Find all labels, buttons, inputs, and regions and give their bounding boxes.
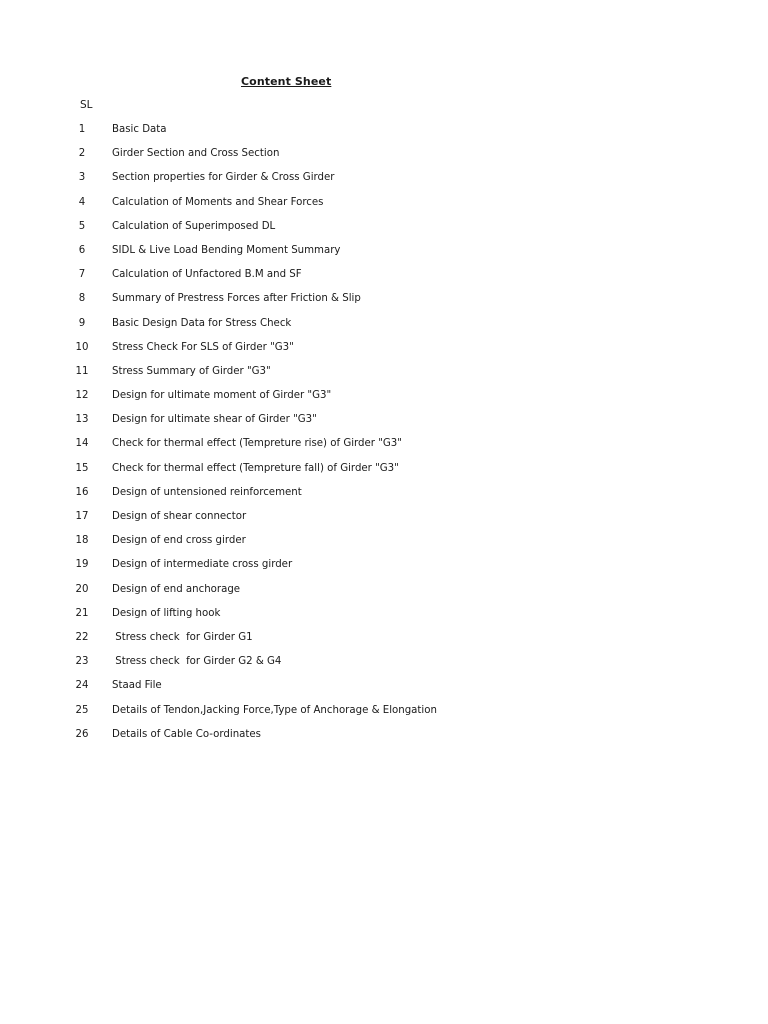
item-number: 26: [75, 728, 89, 740]
item-number: 15: [75, 462, 89, 474]
list-item: [0, 318, 768, 342]
list-item: [0, 172, 768, 196]
sl-column-header: SL: [80, 99, 93, 111]
list-item: [0, 656, 768, 680]
page-title: Content Sheet: [241, 75, 332, 88]
item-number: 12: [75, 390, 89, 402]
item-number: 3: [78, 172, 86, 184]
item-number: 2: [78, 148, 86, 160]
list-item: [0, 124, 768, 148]
item-text: Calculation of Superimposed DL: [112, 220, 276, 232]
list-item: [0, 269, 768, 293]
item-number: 20: [75, 583, 89, 595]
list-item: [0, 342, 768, 366]
contents-list: [0, 124, 768, 753]
item-text: Summary of Prestress Forces after Friction & Slip: [112, 293, 361, 305]
item-text: Details of Cable Co-ordinates: [112, 728, 261, 740]
item-text: Check for thermal effect (Tempreture fall) of Girder "G3": [112, 462, 399, 474]
item-text: Calculation of Moments and Shear Forces: [112, 196, 324, 208]
list-item: [0, 705, 768, 729]
item-number: 24: [75, 680, 89, 692]
list-item: [0, 390, 768, 414]
list-item: [0, 511, 768, 535]
item-text: Stress Summary of Girder "G3": [112, 365, 271, 377]
item-number: 8: [78, 293, 86, 305]
item-text: Check for thermal effect (Tempreture rise) of Girder "G3": [112, 438, 402, 450]
list-item: [0, 148, 768, 172]
item-text: Basic Data: [112, 124, 167, 135]
list-item: [0, 366, 768, 390]
list-item: [0, 414, 768, 438]
item-number: 9: [78, 317, 86, 329]
item-number: 10: [75, 341, 89, 353]
item-number: 18: [75, 535, 89, 547]
list-item: [0, 463, 768, 487]
item-text: Design of end cross girder: [112, 535, 246, 547]
list-item: [0, 632, 768, 656]
item-text: Design of end anchorage: [112, 583, 241, 595]
item-text: Basic Design Data for Stress Check: [112, 317, 292, 329]
list-item: [0, 729, 768, 753]
list-item: [0, 535, 768, 559]
list-item: [0, 680, 768, 704]
list-item: [0, 559, 768, 583]
item-text: Design for ultimate shear of Girder "G3": [112, 414, 317, 426]
item-text: Stress check for Girder G1: [112, 631, 253, 643]
item-text: Design of untensioned reinforcement: [112, 486, 302, 498]
list-item: [0, 487, 768, 511]
item-number: 21: [75, 607, 89, 619]
item-number: 1: [78, 124, 86, 135]
item-text: Calculation of Unfactored B.M and SF: [112, 269, 302, 281]
item-text: Design for ultimate moment of Girder "G3": [112, 390, 332, 402]
list-item: [0, 221, 768, 245]
item-text: Section properties for Girder & Cross Girder: [112, 172, 335, 184]
item-number: 25: [75, 704, 89, 716]
item-number: 13: [75, 414, 89, 426]
item-text: Girder Section and Cross Section: [112, 148, 280, 160]
item-number: 17: [75, 511, 89, 522]
item-number: 14: [75, 438, 89, 450]
item-text: Stress check for Girder G2 & G4: [112, 656, 282, 668]
list-item: [0, 245, 768, 269]
item-number: 22: [75, 631, 89, 643]
item-number: 16: [75, 486, 89, 498]
item-number: 7: [78, 269, 86, 281]
list-item: [0, 608, 768, 632]
list-item: [0, 293, 768, 317]
item-number: 23: [75, 656, 89, 668]
item-number: 11: [75, 365, 89, 377]
list-item: [0, 584, 768, 608]
item-number: 19: [75, 559, 89, 571]
list-item: [0, 197, 768, 221]
item-number: 6: [78, 244, 86, 256]
item-number: 5: [78, 220, 86, 232]
item-text: Details of Tendon,Jacking Force,Type of Anchorage & Elongation: [112, 704, 437, 716]
list-item: [0, 438, 768, 462]
item-text: Stress Check For SLS of Girder "G3": [112, 341, 294, 353]
item-text: Design of intermediate cross girder: [112, 559, 293, 571]
item-text: Design of lifting hook: [112, 607, 221, 619]
item-text: Staad File: [112, 680, 162, 692]
item-text: SIDL & Live Load Bending Moment Summary: [112, 244, 341, 256]
item-text: Design of shear connector: [112, 511, 247, 522]
item-number: 4: [78, 196, 86, 208]
